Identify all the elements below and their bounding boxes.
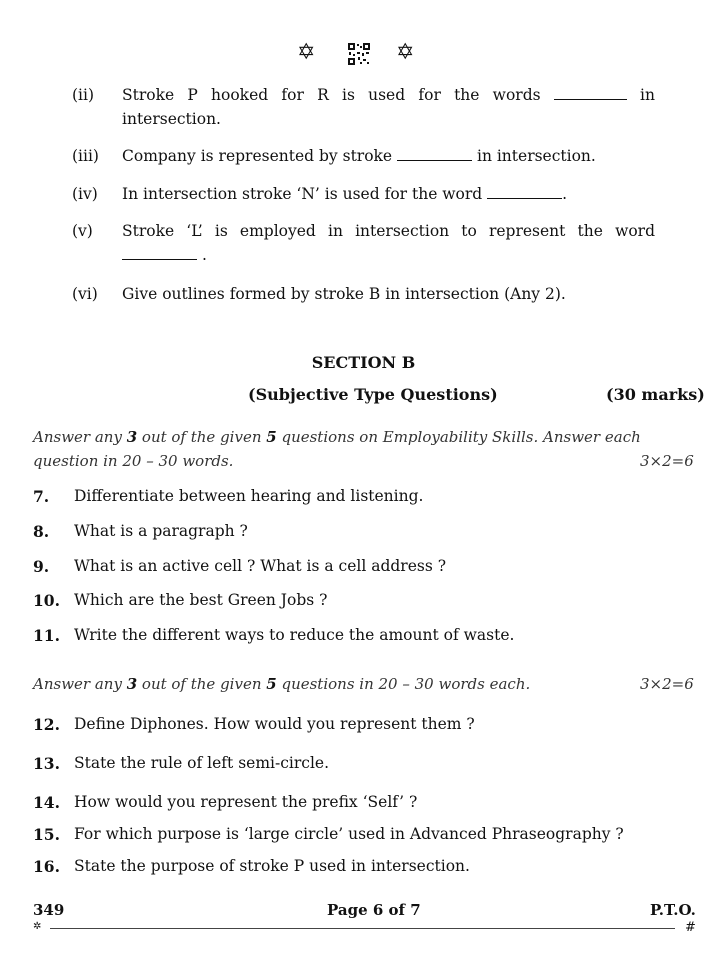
item-text-cont: . bbox=[122, 246, 207, 264]
question-number: 8. bbox=[33, 522, 50, 541]
question-number: 10. bbox=[33, 591, 60, 610]
question-number: 16. bbox=[33, 857, 60, 876]
item-text-cont: intersection. bbox=[122, 110, 221, 128]
question-text: Differentiate between hearing and listening. bbox=[74, 487, 424, 505]
question-number: 11. bbox=[33, 626, 60, 645]
instruction-line: Answer any 3 out of the given 5 questions in 20 – 30 words each. bbox=[33, 675, 531, 693]
footer-left-mark-icon: ✲ bbox=[33, 921, 42, 932]
question-text: State the rule of left semi-circle. bbox=[74, 754, 330, 772]
star-of-david-left-icon: ✡ bbox=[297, 40, 316, 65]
section-marks: (30 marks) bbox=[606, 385, 705, 404]
item-number: (iv) bbox=[72, 185, 98, 203]
item-text: Give outlines formed by stroke B in intersection (Any 2). bbox=[122, 285, 566, 303]
section-title: SECTION B bbox=[311, 353, 416, 372]
section-subtitle: (Subjective Type Questions) bbox=[248, 385, 498, 404]
question-text: What is an active cell ? What is a cell address ? bbox=[74, 557, 447, 575]
answer-blank bbox=[122, 259, 197, 260]
footer-divider bbox=[50, 928, 675, 929]
question-number: 14. bbox=[33, 793, 60, 812]
question-number: 7. bbox=[33, 487, 50, 506]
paper-code: 349 bbox=[33, 901, 65, 919]
question-text: Which are the best Green Jobs ? bbox=[74, 591, 328, 609]
question-number: 12. bbox=[33, 715, 60, 734]
question-text: Define Diphones. How would you represent them ? bbox=[74, 715, 475, 733]
question-text: State the purpose of stroke P used in intersection. bbox=[74, 857, 470, 875]
question-text: Write the different ways to reduce the amount of waste. bbox=[74, 626, 515, 644]
question-text: How would you represent the prefix ‘Self’ ? bbox=[74, 793, 418, 811]
page-number: Page 6 of 7 bbox=[327, 901, 421, 919]
question-number: 15. bbox=[33, 825, 60, 844]
item-number: (ii) bbox=[72, 86, 95, 104]
qr-code-icon bbox=[348, 43, 370, 69]
instruction-marks: 3×2=6 bbox=[640, 675, 694, 693]
answer-blank bbox=[487, 198, 562, 199]
instruction-line: question in 20 – 30 words. bbox=[33, 452, 234, 470]
pto-label: P.T.O. bbox=[650, 901, 696, 919]
instruction-line: Answer any 3 out of the given 5 questions on Employability Skills. Answer each bbox=[33, 428, 641, 446]
question-text: For which purpose is ‘large circle’ used in Advanced Phraseography ? bbox=[74, 825, 624, 843]
item-text: Stroke P hooked for R is used for the words in bbox=[122, 86, 655, 104]
instruction-marks: 3×2=6 bbox=[640, 452, 694, 470]
item-text: In intersection stroke ‘N’ is used for the word . bbox=[122, 185, 568, 203]
question-text: What is a paragraph ? bbox=[74, 522, 248, 540]
item-number: (iii) bbox=[72, 147, 99, 165]
item-number: (v) bbox=[72, 222, 93, 240]
item-number: (vi) bbox=[72, 285, 98, 303]
answer-blank bbox=[554, 99, 627, 100]
item-text: Company is represented by stroke in intersection. bbox=[122, 147, 596, 165]
star-of-david-right-icon: ✡ bbox=[396, 40, 415, 65]
answer-blank bbox=[397, 160, 472, 161]
question-number: 9. bbox=[33, 557, 50, 576]
footer-right-mark: # bbox=[685, 920, 696, 935]
question-number: 13. bbox=[33, 754, 60, 773]
item-text: Stroke ‘L’ is employed in intersection to represent the word bbox=[122, 222, 655, 240]
